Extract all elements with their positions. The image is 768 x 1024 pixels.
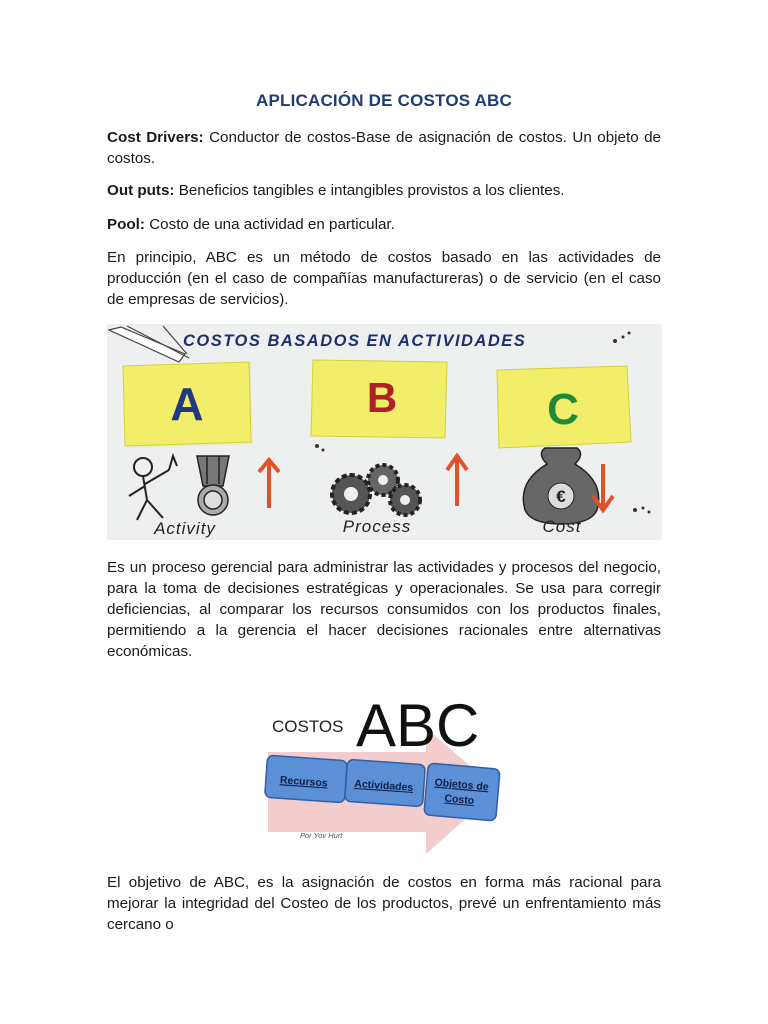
paragraph-objetivo: El objetivo de ABC, es la asignación de costos en forma más racional para mejorar la integridad del Costeo de los productos, prevé un enfrentamiento más cercano o — [107, 874, 661, 933]
letter-c: C — [547, 385, 579, 434]
pool-label: Pool: — [107, 216, 145, 233]
box-objetos-de-costo — [424, 763, 500, 821]
author-label: Por Yov Hurt — [300, 831, 343, 840]
pool-text: Costo de una actividad en particular. — [144, 216, 395, 233]
note-a — [123, 362, 253, 448]
paragraph-outputs — [107, 180, 661, 201]
outputs-text: Beneficios tangibles e intangibles provistos a los clientes. — [174, 182, 565, 199]
page-title: APLICACIÓN DE COSTOS ABC — [255, 91, 513, 110]
caption-activity: Activity — [154, 519, 216, 538]
cost-drivers-label: Cost Drivers: — [107, 129, 204, 146]
costos-label: COSTOS — [272, 717, 344, 736]
box-actividades-label: Actividades — [353, 777, 414, 794]
paragraph-pool — [107, 214, 661, 235]
cost-drivers-text: Conductor de costos-Base de asignación de costos. Un objeto de costos. — [107, 129, 661, 167]
euro-symbol: € — [556, 487, 566, 506]
abc-activities-figure — [107, 324, 662, 540]
paragraph-proceso: Es un proceso gerencial para administrar las actividades y procesos del negocio, para la toma de decisiones estratégicas y operacionales. Se usa para corregir deficiencias, al comparar los recursos consumidos con los productos finales, permitiendo a la gerencia el hacer decisiones racionales entre alternativas económicas. — [107, 559, 661, 660]
paragraph-cost-drivers — [107, 127, 661, 169]
letter-b: B — [366, 374, 398, 421]
costos-abc-diagram — [262, 688, 502, 856]
box-recursos-label: Recursos — [279, 774, 329, 790]
note-c — [497, 366, 631, 448]
abc-label: ABC — [356, 692, 480, 759]
outputs-label: Out puts: — [107, 182, 175, 199]
letter-a: A — [170, 378, 204, 430]
box-actividades — [345, 759, 426, 806]
banner-text: COSTOS BASADOS EN ACTIVIDADES — [183, 332, 527, 350]
box-objetos-line2: Costo — [443, 792, 475, 808]
box-objetos-line1: Objetos de — [434, 776, 490, 794]
caption-cost: Cost — [542, 517, 582, 536]
box-recursos — [265, 755, 348, 802]
caption-process: Process — [342, 517, 412, 536]
paragraph-principio: En principio, ABC es un método de costos basado en las actividades de producción (en el caso de compañías manufactureras) o de servicio (en el caso de empresas de servicios). — [107, 249, 661, 308]
note-b — [311, 360, 447, 438]
